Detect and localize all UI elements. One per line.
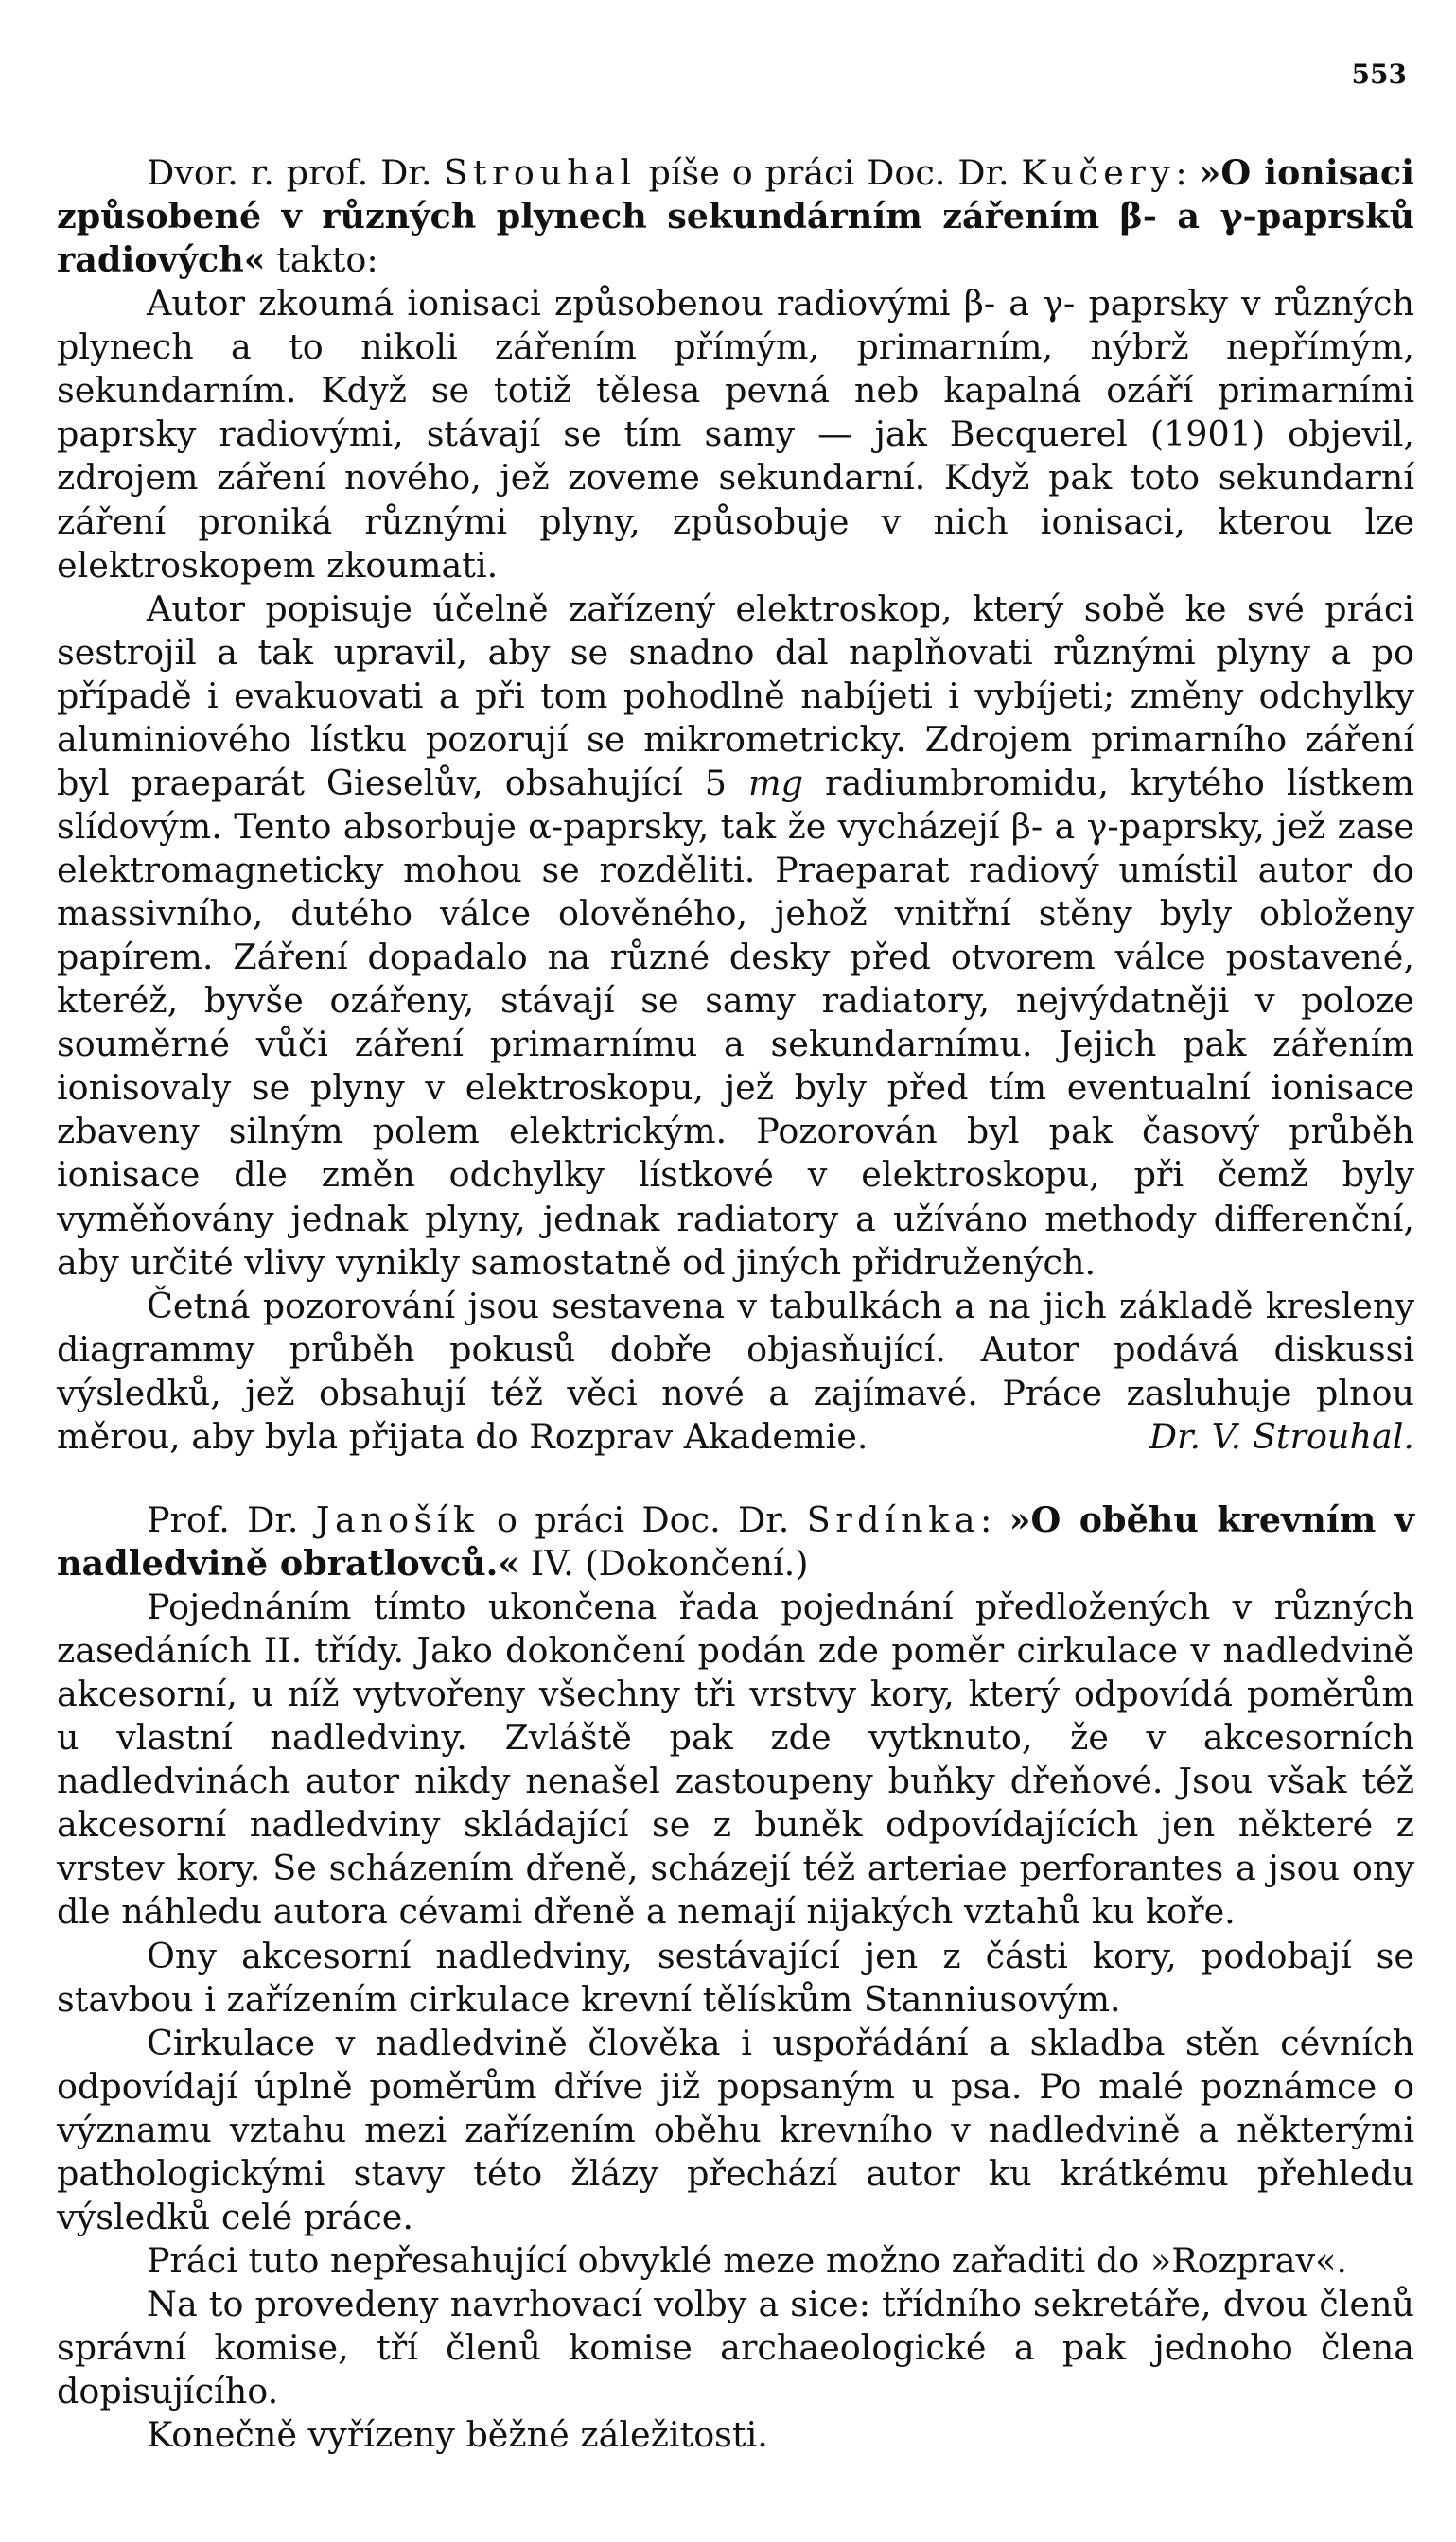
intro-text: píše o práci Doc. Dr. xyxy=(636,152,1022,193)
paragraph-text: Autor popisuje účelně zařízený elektroskop, který sobě ke své práci sestrojil a tak upravil, aby se snadno dal naplňovati různými plyny a po případě i evakuovati a při tom pohodlně nabíjeti i vybíjeti; změny odchylky aluminiového lístku pozorují se mikrometricky. Zdrojem primarního záření byl praeparát Gieselův, obsahující 5 xyxy=(57,587,1414,803)
intro-text: takto: xyxy=(265,239,378,281)
report1-paragraph-3 xyxy=(57,1285,1414,1459)
paragraph-text: Četná pozorování jsou sestavena v tabulkách a na jich základě kresleny diagrammy průběh pokusů dobře objasňující. Autor podává diskussi výsledků, jež obsahují též věci nové a zajímavé. Práce zasluhuje plnou měrou, aby byla přijata do Rozprav Akademie. xyxy=(57,1285,1414,1457)
intro-text: Prof. Dr. xyxy=(147,1499,316,1540)
closing-paragraph-1: Na to provedeny navrhovací volby a sice: třídního sekretáře, dvou členů správní komise, tří členů komise archaeologické a pak jednoho člena dopisujícího. xyxy=(57,2284,1414,2412)
intro-text: o práci Doc. Dr. xyxy=(479,1499,807,1540)
report1-paragraph-1: Autor zkoumá ionisaci způsobenou radiovými β- a γ- paprsky v různých plynech a to nikoli zářením přímým, primarním, nýbrž nepřímým, sekundarním. Když se totiž tělesa pevná neb kapalná ozáří primarními paprsky radiovými, stávají se tím samy — jak Becquerel (1901) objevil, zdrojem záření nového, jež zoveme sekundarní. Když pak toto sekundarní záření proniká různými plyny, způsobuje v nich ionisaci, kterou lze elektroskopem zkoumati. xyxy=(57,283,1414,586)
section-gap xyxy=(57,1459,1414,1499)
signature: Dr. V. Strouhal. xyxy=(1149,1415,1414,1457)
intro-text: : xyxy=(979,1499,1009,1540)
page-body xyxy=(57,151,1414,2457)
report2-paragraph-3: Cirkulace v nadledvině člověka i uspořádání a skladba stěn cévních odpovídají úplně poměrům dříve již popsaným u psa. Po malé poznámce o významu vztahu mezi zařízením oběhu krevního v nadledvině a některými pathologickými stavy této žlázy přechází autor ku krátkému přehledu výsledků celé práce. xyxy=(57,2022,1414,2237)
paragraph-text: radiumbromidu, krytého lístkem slídovým. Tento absorbuje α-paprsky, tak že vycházejí β- a γ-paprsky, jež zase elektromagneticky mohou se rozděliti. Praeparat radiový umístil autor do massivního, dutého válce olověného, jehož vnitřní stěny byly obloženy papírem. Záření dopadalo na různé desky před otvorem válce postavené, kteréž, byvše ozářeny, stávají se samy radiatory, nejvýdatněji v poloze souměrné vůči záření primarnímu a sekundarnímu. Jejich pak zářením ionisovaly se plyny v elektroskopu, jež byly před tím eventualní ionisace zbaveny silným polem elektrickým. Pozorován byl pak časový průběh ionisace dle změn odchylky lístkové v elektroskopu, při čemž byly vyměňovány jednak plyny, jednak radiatory a užíváno methody differenční, aby určité vlivy vynikly samostatně od jiných přidružených. xyxy=(57,762,1414,1283)
report2-paragraph-2: Ony akcesorní nadledviny, sestávající jen z části kory, podobají se stavbou i zařízením cirkulace krevní tělískům Stanniusovým. xyxy=(57,1935,1414,2020)
author-name: Kučery xyxy=(1021,152,1176,193)
unit-mg: mg xyxy=(748,762,803,803)
report1-paragraph-2 xyxy=(57,587,1414,1285)
intro-text: Dvor. r. prof. Dr. xyxy=(147,152,445,193)
intro-text: IV. (Dokončení.) xyxy=(519,1542,809,1584)
author-name: Srdínka xyxy=(806,1499,980,1540)
intro-text: : xyxy=(1175,152,1200,193)
reviewer-name: Strouhal xyxy=(444,152,637,193)
report1-intro xyxy=(57,151,1414,282)
page-number: 553 xyxy=(1351,59,1407,90)
report2-paragraph-1: Pojednáním tímto ukončena řada pojednání předložených v různých zasedáních II. třídy. Jako dokončení podán zde poměr cirkulace v nadledvině akcesorní, u níž vytvořeny všechny tři vrstvy kory, který odpovídá poměrům u vlastní nadledviny. Zvláště pak zde vytknuto, že v akcesorních nadledvinách autor nikdy nenašel zastoupeny buňky dřeňové. Jsou však též akcesorní nadledviny skládající se z buněk odpovídajících jen některé z vrstev kory. Se scházením dřeně, scházejí též arteriae perforantes a jsou ony dle náhledu autora cévami dřeně a nemají nijakých vztahů ku koře. xyxy=(57,1587,1414,1933)
report2-intro xyxy=(57,1499,1414,1586)
report2-paragraph-4: Práci tuto nepřesahující obvyklé meze možno zařaditi do »Rozprav«. xyxy=(147,2239,1348,2281)
reviewer-name: Janošík xyxy=(315,1499,480,1540)
work-title: »O ionisaci způsobené v různých plynech sekundárním zářením β- a γ-paprsků radiových« xyxy=(57,152,1414,281)
work-title: »O oběhu krevním v nadledvině obratlovců.« xyxy=(57,1499,1415,1584)
closing-paragraph-2: Konečně vyřízeny běžné záležitosti. xyxy=(147,2414,768,2456)
